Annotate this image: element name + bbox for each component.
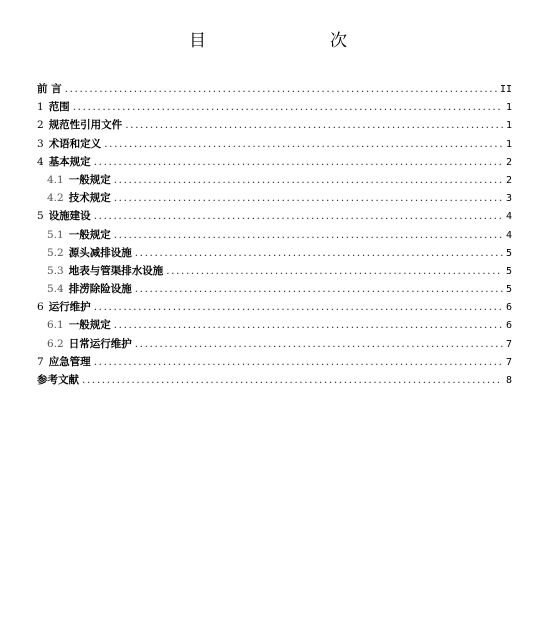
toc-title: 目 次 bbox=[189, 31, 377, 51]
toc-entry-number: 3 bbox=[37, 137, 44, 150]
dot-leader bbox=[94, 207, 503, 225]
toc-entry-page-number: 6 bbox=[505, 320, 512, 332]
toc-entry-number: 7 bbox=[37, 355, 44, 368]
toc-entry[interactable] bbox=[37, 298, 512, 316]
toc-entry-number: 4.1 bbox=[47, 173, 64, 186]
toc-entry-number: 5 bbox=[37, 210, 44, 223]
toc-entry-page-number: 7 bbox=[505, 338, 512, 350]
toc-entry[interactable] bbox=[37, 316, 512, 334]
toc-entry-label: 基本规定 bbox=[48, 155, 91, 168]
toc-entry-label: 一般规定 bbox=[68, 173, 111, 186]
toc-entry-number: 1 bbox=[37, 101, 44, 114]
toc-entry[interactable] bbox=[37, 353, 512, 371]
dot-leader bbox=[166, 262, 503, 280]
toc-entry[interactable] bbox=[37, 335, 512, 353]
toc-entry-label: 技术规定 bbox=[68, 192, 111, 205]
toc-entry[interactable] bbox=[37, 280, 512, 298]
toc-entry[interactable] bbox=[37, 116, 512, 134]
toc-entry-number: 6.1 bbox=[47, 319, 64, 332]
toc-entry-label: 一般规定 bbox=[68, 228, 111, 241]
toc-entry[interactable] bbox=[37, 171, 512, 189]
toc-entry-number: 2 bbox=[37, 119, 44, 132]
toc-entry-label: 应急管理 bbox=[48, 355, 91, 368]
toc-entry-number: 6.2 bbox=[47, 337, 64, 350]
toc-entry-page-number: 4 bbox=[505, 211, 512, 223]
toc-entry-label: 参考文献 bbox=[37, 374, 79, 386]
toc-entry[interactable] bbox=[37, 153, 512, 171]
toc-entry-label: 一般规定 bbox=[68, 319, 111, 332]
toc-entry[interactable] bbox=[37, 189, 512, 207]
toc-entry-label: 源头减排设施 bbox=[68, 246, 132, 259]
toc-entry-label: 日常运行维护 bbox=[68, 337, 132, 350]
dot-leader bbox=[94, 298, 503, 316]
dot-leader bbox=[125, 116, 503, 134]
toc-entry-page-number: 8 bbox=[505, 375, 512, 386]
toc-entry-page-number: II bbox=[499, 84, 512, 95]
toc-entry-label: 地表与管渠排水设施 bbox=[68, 264, 164, 277]
toc-entry-page-number: 1 bbox=[505, 102, 512, 114]
toc-entry[interactable] bbox=[37, 371, 512, 389]
toc-entry-label: 范围 bbox=[48, 101, 70, 114]
dot-leader bbox=[135, 335, 503, 353]
toc-entry-number: 5.3 bbox=[47, 264, 64, 277]
toc-entry-page-number: 5 bbox=[505, 247, 512, 259]
toc-entry-label: 规范性引用文件 bbox=[48, 119, 123, 132]
toc-entry-page-number: 4 bbox=[505, 229, 512, 241]
toc-entry-page-number: 5 bbox=[505, 265, 512, 277]
toc-entry-page-number: 5 bbox=[505, 284, 512, 296]
toc-entry-page-number: 7 bbox=[505, 356, 512, 368]
toc-entry-number: 4 bbox=[37, 155, 44, 168]
toc-entry[interactable] bbox=[37, 262, 512, 280]
toc-entry[interactable] bbox=[37, 98, 512, 116]
dot-leader bbox=[65, 80, 497, 98]
toc-entry-number: 4.2 bbox=[47, 192, 64, 205]
dot-leader bbox=[114, 226, 503, 244]
toc-entry[interactable] bbox=[37, 135, 512, 153]
toc-entry-label: 运行维护 bbox=[48, 301, 91, 314]
toc-entry[interactable] bbox=[37, 80, 512, 98]
dot-leader bbox=[135, 280, 503, 298]
table-of-contents bbox=[37, 80, 512, 389]
dot-leader bbox=[135, 244, 503, 262]
toc-entry-number: 6 bbox=[37, 301, 44, 314]
dot-leader bbox=[114, 171, 503, 189]
dot-leader bbox=[114, 189, 503, 207]
dot-leader bbox=[94, 153, 503, 171]
toc-entry-number: 5.4 bbox=[47, 283, 64, 296]
toc-entry[interactable] bbox=[37, 207, 512, 225]
toc-entry-page-number: 1 bbox=[505, 120, 512, 132]
toc-entry-page-number: 2 bbox=[505, 174, 512, 186]
toc-entry-label: 设施建设 bbox=[48, 210, 91, 223]
toc-entry[interactable] bbox=[37, 226, 512, 244]
toc-entry-label: 前 言 bbox=[37, 83, 62, 95]
dot-leader bbox=[82, 371, 503, 389]
toc-entry-label: 术语和定义 bbox=[48, 137, 102, 150]
toc-entry-page-number: 3 bbox=[505, 193, 512, 205]
dot-leader bbox=[73, 98, 503, 116]
toc-entry-number: 5.1 bbox=[47, 228, 64, 241]
toc-entry[interactable] bbox=[37, 244, 512, 262]
dot-leader bbox=[94, 353, 503, 371]
toc-entry-page-number: 1 bbox=[505, 138, 512, 150]
dot-leader bbox=[104, 135, 503, 153]
toc-entry-number: 5.2 bbox=[47, 246, 64, 259]
toc-entry-label: 排涝除险设施 bbox=[68, 283, 132, 296]
toc-entry-page-number: 6 bbox=[505, 302, 512, 314]
toc-entry-page-number: 2 bbox=[505, 156, 512, 168]
dot-leader bbox=[114, 316, 503, 334]
